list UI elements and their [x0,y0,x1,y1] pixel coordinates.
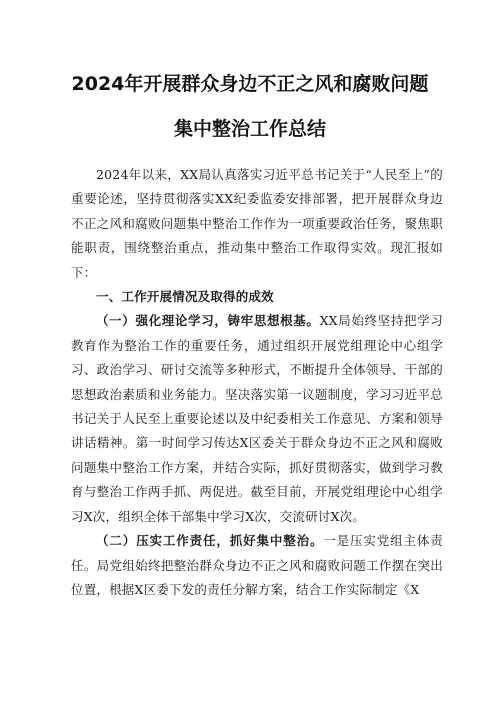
item-2-text: 一是压实党组主体责任。局党组始终把整治群众身边不正之风和腐败问题工作摆在突出位置，根据X区委下发的责任分解方案，结合工作实际制定《X [71,533,443,597]
document-title-line-1: 2024年开展群众身边不正之风和腐败问题 [71,73,429,95]
document-title-line-2: 集中整治工作总结 [173,118,326,140]
item-1-text: XX局始终坚持把学习教育作为整治工作的重要任务，通过组织开展党组理论中心组学习、政治学习、研讨交流等多种形式，不断提升全体领导、干部的思想政治素质和业务能力。坚决落实第一议题制度，学习习近平总书记关于人民至上重要论述以及中纪委相关工作意见、方案和领导讲话精神。第一时间学习传达X区委关于群众身边不正之风和腐败问题集中整治工作方案，并结合实际，抓好贯彻落实，做到学习教育与整治工作两手抓、两促进。截至目前，开展党组理论中心组学习X次，组织全体干部集中学习X次，交流研讨X次。 [71,313,443,524]
document-body [71,163,443,602]
item-1-paragraph [71,309,443,529]
section-heading-1: 一、工作开展情况及取得的成效 [96,289,274,305]
item-2-lead: （二）压实工作责任，抓好集中整治。 [96,533,324,549]
item-1-lead: （一）强化理论学习，铸牢思想根基。 [96,313,320,329]
intro-paragraph: 2024年以来，XX局认真落实习近平总书记关于“人民至上”的重要论述，坚持贯彻落实XX纪委监委安排部署，把开展群众身边不正之风和腐败问题集中整治工作作为一项重要政治任务，聚焦职能职责，围绕整治重点，推动集中整治工作取得实效。现汇报如下： [71,167,443,280]
item-2-paragraph [71,529,443,602]
